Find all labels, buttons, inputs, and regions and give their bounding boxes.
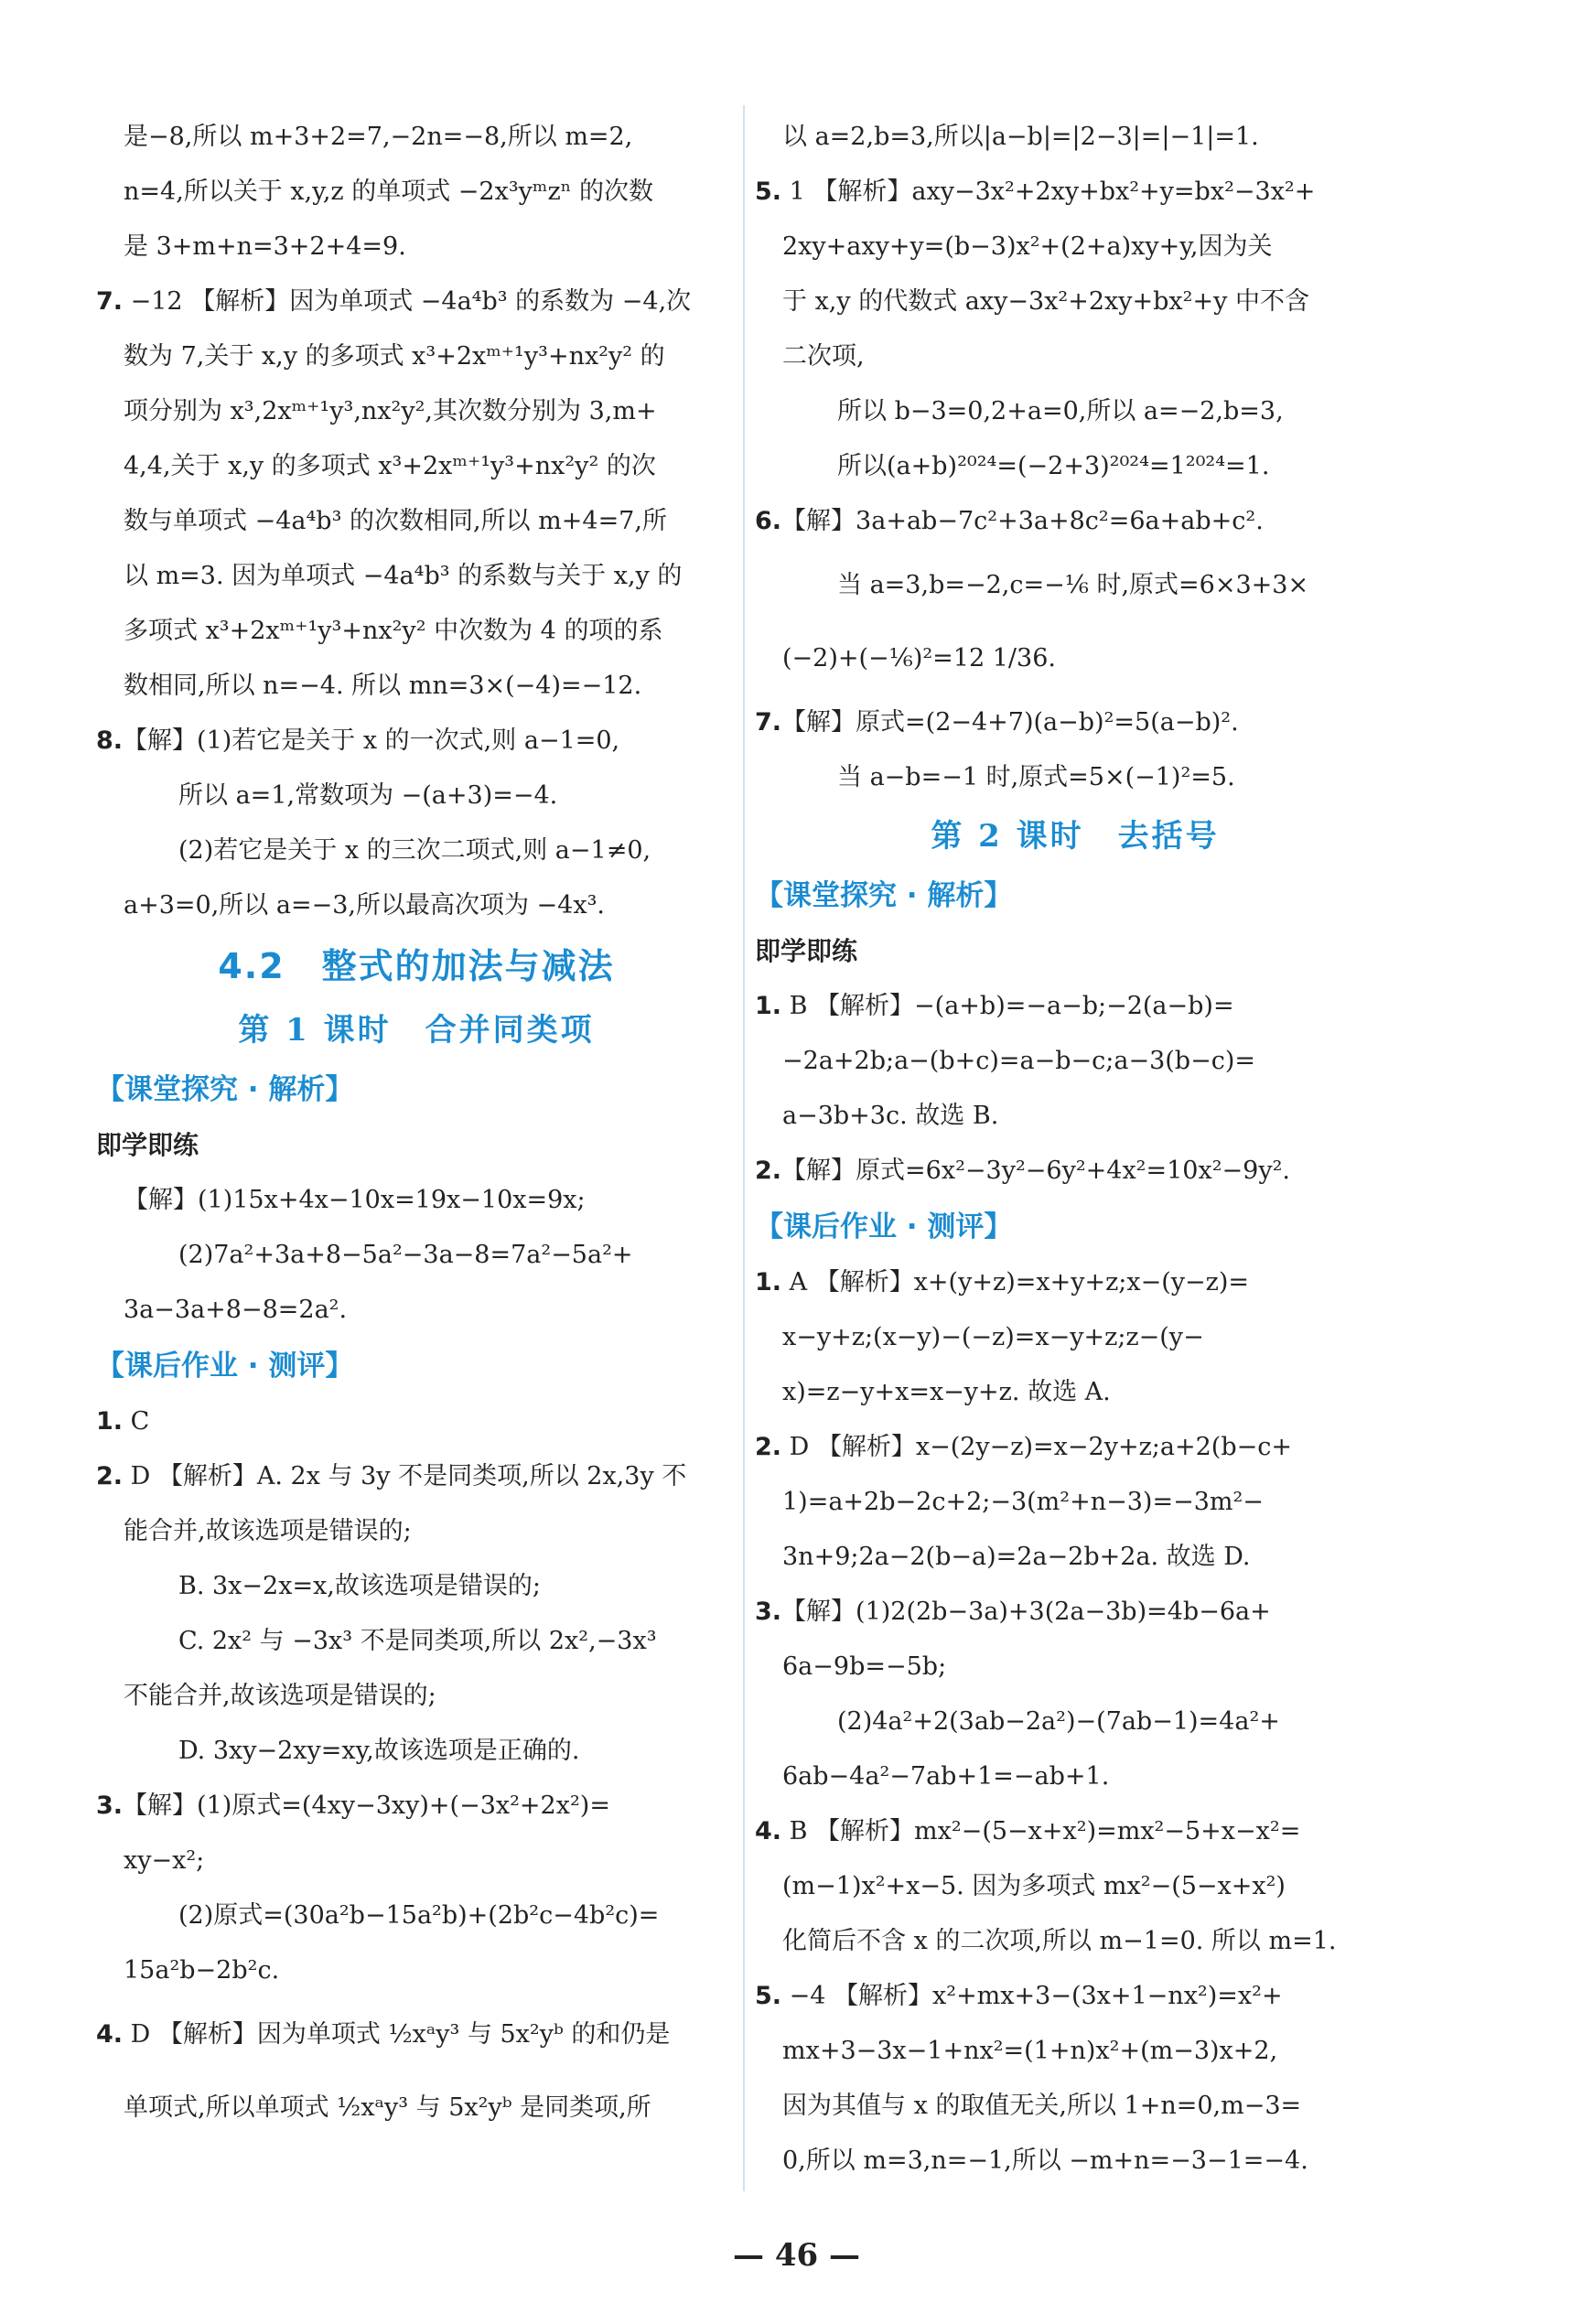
section-tag (755, 867, 1395, 924)
text-line (755, 384, 1395, 439)
question-number: 7. (755, 708, 782, 737)
text-line (96, 1943, 737, 1998)
line-text: a−3b+3c. 故选 B. (782, 1102, 999, 1130)
text-line (96, 659, 737, 714)
text-line (96, 110, 737, 165)
line-text: 二次项, (782, 342, 865, 371)
line-text: −4 【解析】x²+mx+3−(3x+1−nx²)=x²+ (781, 1982, 1283, 2010)
text-line (96, 878, 737, 933)
text-line (96, 604, 737, 659)
text-line (755, 1914, 1395, 1969)
line-text: 是−8,所以 m+3+2=7,−2n=−8,所以 m=2, (124, 123, 633, 151)
text-line (96, 1614, 737, 1669)
line-text: 1 【解析】axy−3x²+2xy+bx²+y=bx²−3x²+ (781, 178, 1316, 206)
question-number: 2. (755, 1433, 782, 1461)
text-line (755, 1969, 1395, 2024)
text-line (96, 1449, 737, 1504)
line-text: mx+3−3x−1+nx²=(1+n)x²+(m−3)x+2, (782, 2037, 1278, 2065)
left-column (96, 110, 737, 2145)
question-number: 1. (755, 1268, 782, 1296)
text-line (755, 1144, 1395, 1199)
line-text: 【课后作业 · 测评】 (96, 1350, 354, 1383)
line-text: C (123, 1407, 150, 1436)
line-text: 数为 7,关于 x,y 的多项式 x³+2xᵐ⁺¹y³+nx²y² 的 (124, 342, 665, 371)
line-text: 所以(a+b)²⁰²⁴=(−2+3)²⁰²⁴=1²⁰²⁴=1. (837, 452, 1270, 480)
text-line (755, 1530, 1395, 1585)
text-line (96, 1779, 737, 1834)
line-text: 于 x,y 的代数式 axy−3x²+2xy+bx²+y 中不含 (782, 287, 1309, 316)
text-line (96, 1888, 737, 1943)
line-text: xy−x²; (124, 1846, 205, 1875)
text-line (96, 1724, 737, 1779)
text-line (755, 549, 1395, 622)
line-text: 【解】(1)15x+4x−10x=19x−10x=9x; (124, 1186, 586, 1214)
text-line (755, 329, 1395, 384)
text-line (755, 110, 1395, 165)
text-line (96, 714, 737, 769)
text-line (96, 769, 737, 823)
question-number: 3. (96, 1791, 124, 1820)
line-text: 1)=a+2b−2c+2;−3(m²+n−3)=−3m²− (782, 1488, 1264, 1516)
line-text: 2xy+axy+y=(b−3)x²+(2+a)xy+y,因为关 (782, 232, 1273, 261)
line-text: 不能合并,故该选项是错误的; (124, 1682, 436, 1710)
line-text: 即学即练 (755, 936, 858, 966)
text-line (96, 384, 737, 439)
text-line (755, 1749, 1395, 1804)
line-text: 当 a−b=−1 时,原式=5×(−1)²=5. (837, 763, 1235, 791)
text-line (755, 1089, 1395, 1144)
section-tag (96, 1338, 737, 1394)
question-number: 5. (755, 178, 782, 206)
text-line (755, 1034, 1395, 1089)
line-text: 6ab−4a²−7ab+1=−ab+1. (782, 1762, 1110, 1791)
text-line (96, 1283, 737, 1338)
text-line (96, 274, 737, 329)
text-line (96, 165, 737, 220)
line-text: 所以 a=1,常数项为 −(a+3)=−4. (178, 781, 558, 810)
line-text: (2)若它是关于 x 的三次二项式,则 a−1≠0, (178, 836, 651, 865)
question-number: 2. (96, 1462, 124, 1490)
line-text: D. 3xy−2xy=xy,故该选项是正确的. (178, 1737, 580, 1765)
text-line (755, 1859, 1395, 1914)
text-line (96, 329, 737, 384)
text-line (96, 1173, 737, 1228)
subheading (755, 924, 1395, 979)
line-text: 4.2 整式的加法与减法 (218, 946, 615, 986)
line-text: (2)7a²+3a+8−5a²−3a−8=7a²−5a²+ (178, 1241, 633, 1269)
line-text: 【解】(1)若它是关于 x 的一次式,则 a−1=0, (123, 726, 620, 755)
text-line (755, 1310, 1395, 1365)
line-text: 以 a=2,b=3,所以|a−b|=|2−3|=|−1|=1. (782, 123, 1259, 151)
line-text: B 【解析】−(a+b)=−a−b;−2(a−b)= (781, 992, 1234, 1020)
text-line (755, 750, 1395, 805)
line-text: D 【解析】A. 2x 与 3y 不是同类项,所以 2x,3y 不 (123, 1462, 687, 1490)
line-text: −2a+2b;a−(b+c)=a−b−c;a−3(b−c)= (782, 1047, 1255, 1075)
text-line (96, 494, 737, 549)
line-text: 4,4,关于 x,y 的多项式 x³+2xᵐ⁺¹y³+nx²y² 的次 (124, 452, 656, 480)
line-text: C. 2x² 与 −3x³ 不是同类项,所以 2x²,−3x³ (178, 1627, 657, 1655)
column-divider (743, 105, 745, 2191)
text-line (96, 1394, 737, 1449)
line-text: 3a−3a+8−8=2a². (124, 1296, 348, 1324)
text-line (755, 1420, 1395, 1475)
line-text: 0,所以 m=3,n=−1,所以 −m+n=−3−1=−4. (782, 2146, 1308, 2175)
line-text: D 【解析】因为单项式 ½xᵃy³ 与 5x²yᵇ 的和仍是 (123, 2020, 671, 2049)
line-text: (−2)+(−⅙)²=12 1/36. (782, 644, 1056, 672)
line-text: x−y+z;(x−y)−(−z)=x−y+z;z−(y− (782, 1323, 1204, 1351)
lesson-title (96, 999, 737, 1061)
line-text: 数相同,所以 n=−4. 所以 mn=3×(−4)=−12. (124, 672, 642, 700)
question-number: 6. (755, 507, 782, 535)
line-text: A 【解析】x+(y+z)=x+y+z;x−(y−z)= (781, 1268, 1250, 1296)
text-line (96, 439, 737, 494)
text-line (755, 1640, 1395, 1695)
text-line (755, 274, 1395, 329)
section-tag (96, 1061, 737, 1118)
line-text: 当 a=3,b=−2,c=−⅙ 时,原式=6×3+3× (837, 571, 1309, 599)
line-text: a+3=0,所以 a=−3,所以最高次项为 −4x³. (124, 891, 605, 920)
line-text: (2)原式=(30a²b−15a²b)+(2b²c−4b²c)= (178, 1901, 660, 1930)
line-text: 所以 b−3=0,2+a=0,所以 a=−2,b=3, (837, 397, 1284, 425)
line-text: 第 1 课时 合并同类项 (238, 1012, 595, 1049)
page-number: — 46 — (733, 2237, 860, 2274)
text-line (755, 1255, 1395, 1310)
question-number: 1. (96, 1407, 124, 1436)
text-line (96, 1228, 737, 1283)
text-line (755, 165, 1395, 220)
section-title (96, 933, 737, 999)
line-text: 因为其值与 x 的取值无关,所以 1+n=0,m−3= (782, 2092, 1302, 2120)
line-text: 15a²b−2b²c. (124, 1956, 280, 1985)
lesson-title (755, 805, 1395, 867)
line-text: 【课后作业 · 测评】 (755, 1210, 1013, 1243)
question-number: 2. (755, 1157, 782, 1185)
text-line (755, 1475, 1395, 1530)
line-text: 【解】原式=6x²−3y²−6y²+4x²=10x²−9y². (781, 1157, 1290, 1185)
text-line (755, 1804, 1395, 1859)
text-line (96, 1669, 737, 1724)
text-line (755, 2134, 1395, 2189)
line-text: 【课堂探究 · 解析】 (755, 879, 1013, 912)
subheading (96, 1118, 737, 1173)
question-number: 3. (755, 1598, 782, 1626)
line-text: 多项式 x³+2xᵐ⁺¹y³+nx²y² 中次数为 4 的项的系 (124, 617, 663, 645)
section-tag (755, 1199, 1395, 1255)
line-text: 【解】原式=(2−4+7)(a−b)²=5(a−b)². (781, 708, 1239, 737)
question-number: 7. (96, 287, 124, 316)
text-line (755, 622, 1395, 695)
text-line (96, 1504, 737, 1559)
right-column (755, 110, 1395, 2189)
line-text: B 【解析】mx²−(5−x+x²)=mx²−5+x−x²= (781, 1817, 1301, 1845)
line-text: (2)4a²+2(3ab−2a²)−(7ab−1)=4a²+ (837, 1707, 1280, 1736)
text-line (96, 1559, 737, 1614)
text-line (755, 2024, 1395, 2079)
question-number: 5. (755, 1982, 782, 2010)
text-line (96, 549, 737, 604)
line-text: n=4,所以关于 x,y,z 的单项式 −2x³yᵐzⁿ 的次数 (124, 178, 653, 206)
text-line (755, 1365, 1395, 1420)
text-line (96, 1834, 737, 1888)
text-line (96, 2071, 737, 2145)
line-text: −12 【解析】因为单项式 −4a⁴b³ 的系数为 −4,次 (123, 287, 692, 316)
text-line (755, 1585, 1395, 1640)
text-line (755, 2079, 1395, 2134)
question-number: 8. (96, 726, 124, 755)
text-line (96, 823, 737, 878)
question-number: 4. (96, 2020, 124, 2049)
text-line (755, 494, 1395, 549)
text-line (96, 1998, 737, 2071)
text-line (755, 979, 1395, 1034)
question-number: 4. (755, 1817, 782, 1845)
line-text: 第 2 课时 去括号 (931, 818, 1220, 855)
line-text: 【解】(1)2(2b−3a)+3(2a−3b)=4b−6a+ (781, 1598, 1271, 1626)
line-text: D 【解析】x−(2y−z)=x−2y+z;a+2(b−c+ (781, 1433, 1292, 1461)
line-text: 即学即练 (96, 1130, 199, 1160)
line-text: 【解】(1)原式=(4xy−3xy)+(−3x²+2x²)= (123, 1791, 610, 1820)
line-text: 单项式,所以单项式 ½xᵃy³ 与 5x²yᵇ 是同类项,所 (124, 2093, 651, 2122)
question-number: 1. (755, 992, 782, 1020)
text-line (755, 439, 1395, 494)
line-text: 【课堂探究 · 解析】 (96, 1073, 354, 1106)
line-text: 3n+9;2a−2(b−a)=2a−2b+2a. 故选 D. (782, 1543, 1251, 1571)
line-text: 【解】3a+ab−7c²+3a+8c²=6a+ab+c². (781, 507, 1264, 535)
line-text: (m−1)x²+x−5. 因为多项式 mx²−(5−x+x²) (782, 1872, 1286, 1900)
line-text: 6a−9b=−5b; (782, 1652, 947, 1681)
text-line (755, 1695, 1395, 1749)
text-line (755, 220, 1395, 274)
text-line (96, 220, 737, 274)
text-line (755, 695, 1395, 750)
line-text: 化简后不含 x 的二次项,所以 m−1=0. 所以 m=1. (782, 1927, 1337, 1955)
line-text: 以 m=3. 因为单项式 −4a⁴b³ 的系数与关于 x,y 的 (124, 562, 683, 590)
line-text: x)=z−y+x=x−y+z. 故选 A. (782, 1378, 1111, 1406)
line-text: 项分别为 x³,2xᵐ⁺¹y³,nx²y²,其次数分别为 3,m+ (124, 397, 657, 425)
line-text: 数与单项式 −4a⁴b³ 的次数相同,所以 m+4=7,所 (124, 507, 667, 535)
line-text: 能合并,故该选项是错误的; (124, 1517, 412, 1545)
line-text: 是 3+m+n=3+2+4=9. (124, 232, 406, 261)
line-text: B. 3x−2x=x,故该选项是错误的; (178, 1572, 541, 1600)
